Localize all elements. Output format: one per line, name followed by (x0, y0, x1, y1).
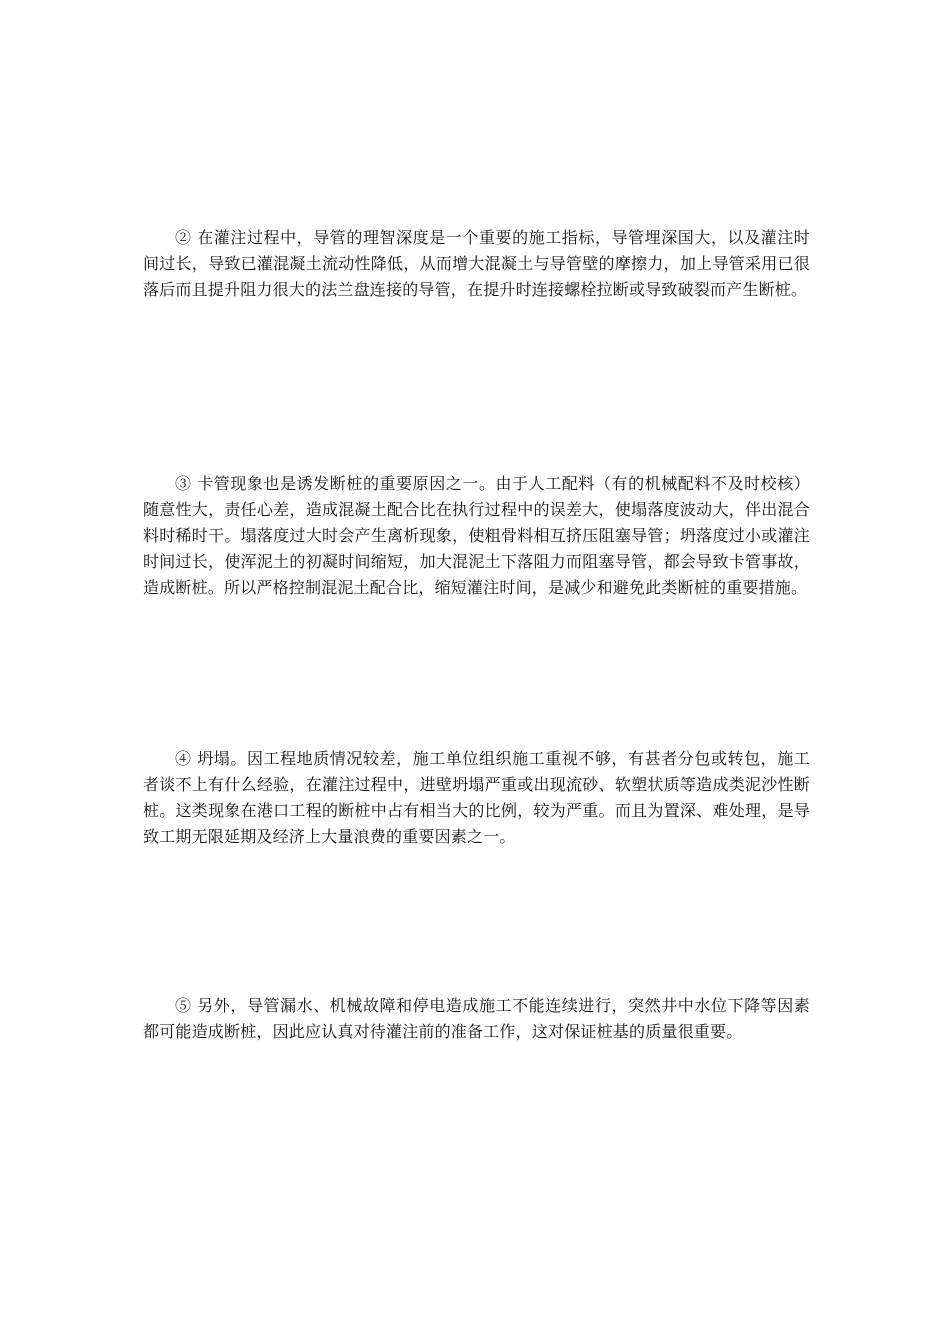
paragraph-3: ③ 卡管现象也是诱发断桩的重要原因之一。由于人工配料（有的机械配料不及时校核）随意性大，责任心差，造成混凝土配合比在执行过程中的误差大，使塌落度波动大，伴出混合料时稀时干。塌落度过大时会产生离析现象，使粗骨料相互挤压阻塞导管；坍落度过小或灌注时间过长，使浑泥土的初凝时间缩短，加大混泥土下落阻力而阻塞导管，都会导致卡管事故，造成断桩。所以严格控制混泥土配合比，缩短灌注时间，是减少和避免此类断桩的重要措施。 (143, 474, 810, 597)
paragraph-2: ② 在灌注过程中，导管的理智深度是一个重要的施工指标，导管埋深国大，以及灌注时间过长，导致已灌混凝土流动性降低，从而增大混凝土与导管壁的摩擦力，加上导管采用已很落后而且提升阻力很大的法兰盘连接的导管，在提升时连接螺栓拉断或导致破裂而产生断桩。 (143, 228, 810, 299)
paragraph-5: ⑤ 另外，导管漏水、机械故障和停电造成施工不能连续进行，突然井中水位下降等因素都可能造成断桩，因此应认真对待灌注前的准备工作，这对保证桩基的质量很重要。 (143, 996, 810, 1041)
paragraph-4: ④ 坍塌。因工程地质情况较差，施工单位组织施工重视不够，有甚者分包或转包，施工者谈不上有什么经验，在灌注过程中，进壁坍塌严重或出现流砂、软塑状质等造成类泥沙性断桩。这类现象在港口工程的断桩中占有相当大的比例，较为严重。而且为置深、难处理，是导致工期无限延期及经济上大量浪费的重要因素之一。 (143, 749, 810, 846)
